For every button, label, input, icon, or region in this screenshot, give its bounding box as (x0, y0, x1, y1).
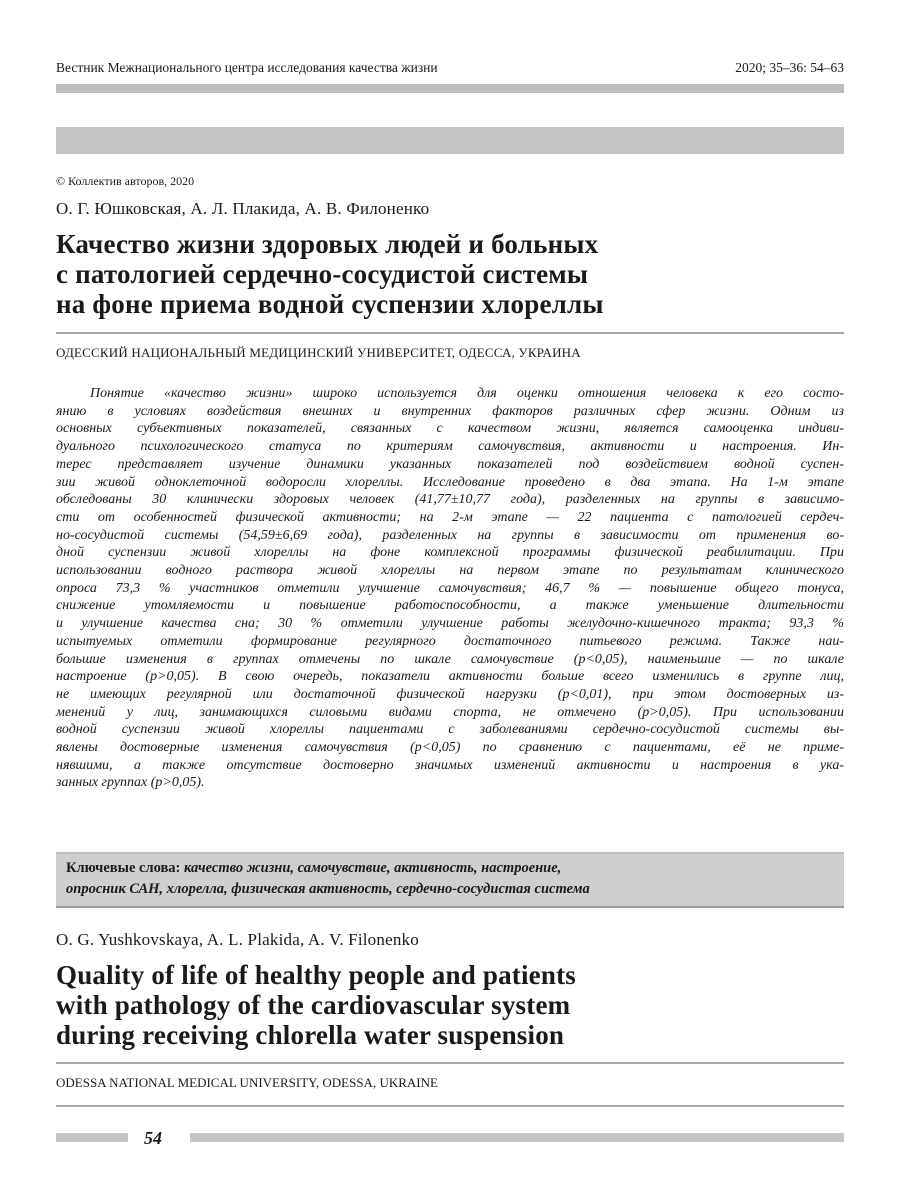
keywords-line (66, 860, 561, 877)
header-band (56, 127, 844, 154)
keywords-text: опросник САН, хлорелла, физическая активность, сердечно-сосудистая система (66, 881, 590, 897)
abstract-line: использовании водного раствора живой хлореллы на первом этапе по результатам клинического (56, 563, 844, 579)
journal-title: Вестник Межнационального центра исследования качества жизни (56, 60, 438, 75)
page-number: 54 (144, 1128, 162, 1148)
keywords-box (56, 852, 844, 908)
abstract-line: Понятие «качество жизни» широко используется для оценки отношения человека к его состо- (90, 386, 844, 401)
title-ru-line: с патологией сердечно-сосудистой системы (56, 259, 589, 289)
keywords-line (66, 881, 590, 898)
abstract-line: большие изменения в группах отмечены по шкале самочувствие (p<0,05), наименьшие — по шкале (56, 651, 844, 667)
abstract-line: дной суспензии живой хлореллы на фоне комплексной программы физической реабилитации. При (56, 545, 844, 561)
header-rule (56, 84, 844, 93)
footer-bar (190, 1133, 844, 1142)
journal-page (56, 0, 844, 1200)
copyright-notice: © Коллектив авторов, 2020 (56, 174, 195, 188)
divider (56, 332, 844, 334)
journal-issue: 2020; 35–36: 54–63 (735, 60, 844, 75)
abstract-line: сти от особенностей физической активности; на 2-м этапе — 22 пациента с патологией сердеч- (56, 509, 844, 525)
divider (56, 1062, 844, 1064)
abstract-line: основных субъективных показателей, связанных с качеством жизни, является самооценка индиви- (56, 421, 844, 437)
abstract-line: настроение (p>0,05). В свою очередь, показатели активности больше всего изменились в группе лиц, (56, 669, 844, 685)
abstract-line: обследованы 30 клинически здоровых человек (41,77±10,77 года), разделенных на группы в зависимо- (56, 492, 844, 508)
title-ru-line: на фоне приема водной суспензии хлореллы (56, 289, 604, 319)
authors-ru: О. Г. Юшковская, А. Л. Плакида, А. В. Филоненко (56, 199, 430, 218)
keywords-label: Ключевые слова: (66, 860, 181, 876)
article-title-en (56, 960, 776, 1050)
divider (56, 1105, 844, 1107)
affiliation-ru: ОДЕССКИЙ НАЦИОНАЛЬНЫЙ МЕДИЦИНСКИЙ УНИВЕРСИТЕТ, ОДЕССА, УКРАИНА (56, 345, 581, 360)
abstract-line: менений у лиц, занимающихся силовыми видами спорта, не отмечено (p>0,05). При использовании (56, 704, 844, 720)
title-en-line: with pathology of the cardiovascular system (56, 990, 571, 1020)
keywords-text: качество жизни, самочувствие, активность, настроение, (184, 860, 562, 876)
journal-header (56, 60, 844, 80)
abstract-line: дуального психологического статуса по критериям самочувствия, активности и настроения. Ин- (56, 439, 844, 455)
abstract-line: опроса 73,3 % участников отметили улучшение самочувствия; 46,7 % — повышение общего тонуса, (56, 580, 844, 596)
abstract-line: и улучшение качества сна; 30 % отметили улучшение работы желудочно-кишечного тракта; 93,3 % (56, 616, 844, 632)
abstract-line: янию в условиях воздействия внешних и внутренних факторов различных сфер жизни. Одним из (56, 403, 844, 419)
abstract-line: зии живой одноклеточной водоросли хлореллы. Исследование проведено в два этапа. На 1-м этапе (56, 474, 844, 490)
abstract-line: испытуемых отметили формирование регулярного достаточного питьевого режима. Также наи- (56, 633, 844, 649)
abstract-line: занных группах (p>0,05). (56, 775, 205, 791)
abstract-line: но-сосудистой системы (54,59±6,69 года), разделенных на группы в зависимости от применения во- (56, 527, 844, 543)
footer-bar (56, 1133, 128, 1142)
abstract-line: нявшими, а также отсутствие достоверно значимых изменений активности и настроения в ука- (56, 757, 844, 773)
title-en-line: Quality of life of healthy people and patients (56, 960, 576, 990)
affiliation-en: ODESSA NATIONAL MEDICAL UNIVERSITY, ODESSA, UKRAINE (56, 1075, 438, 1090)
abstract-line: водной суспензии живой хлореллы пациентами с заболеваниями сердечно-сосудистой системы вы- (56, 722, 844, 738)
abstract-line: терес представляет изучение динамики указанных показателей под воздействием водной суспен- (56, 456, 844, 472)
title-ru-line: Качество жизни здоровых людей и больных (56, 229, 599, 259)
abstract-line: не имеющих регулярной или достаточной физической нагрузки (p<0,01), при этом достоверных из- (56, 686, 844, 702)
abstract-line: снижение утомляемости и повышение работоспособности, а также уменьшение длительности (56, 598, 844, 614)
authors-en: O. G. Yushkovskaya, A. L. Plakida, A. V. Filonenko (56, 930, 419, 949)
article-title-ru (56, 229, 776, 319)
abstract-line: явлены достоверные изменения самочувствия (p<0,05) по сравнению с пациентами, её не приме- (56, 740, 844, 756)
title-en-line: during receiving chlorella water suspension (56, 1020, 565, 1050)
abstract-ru (56, 385, 844, 792)
